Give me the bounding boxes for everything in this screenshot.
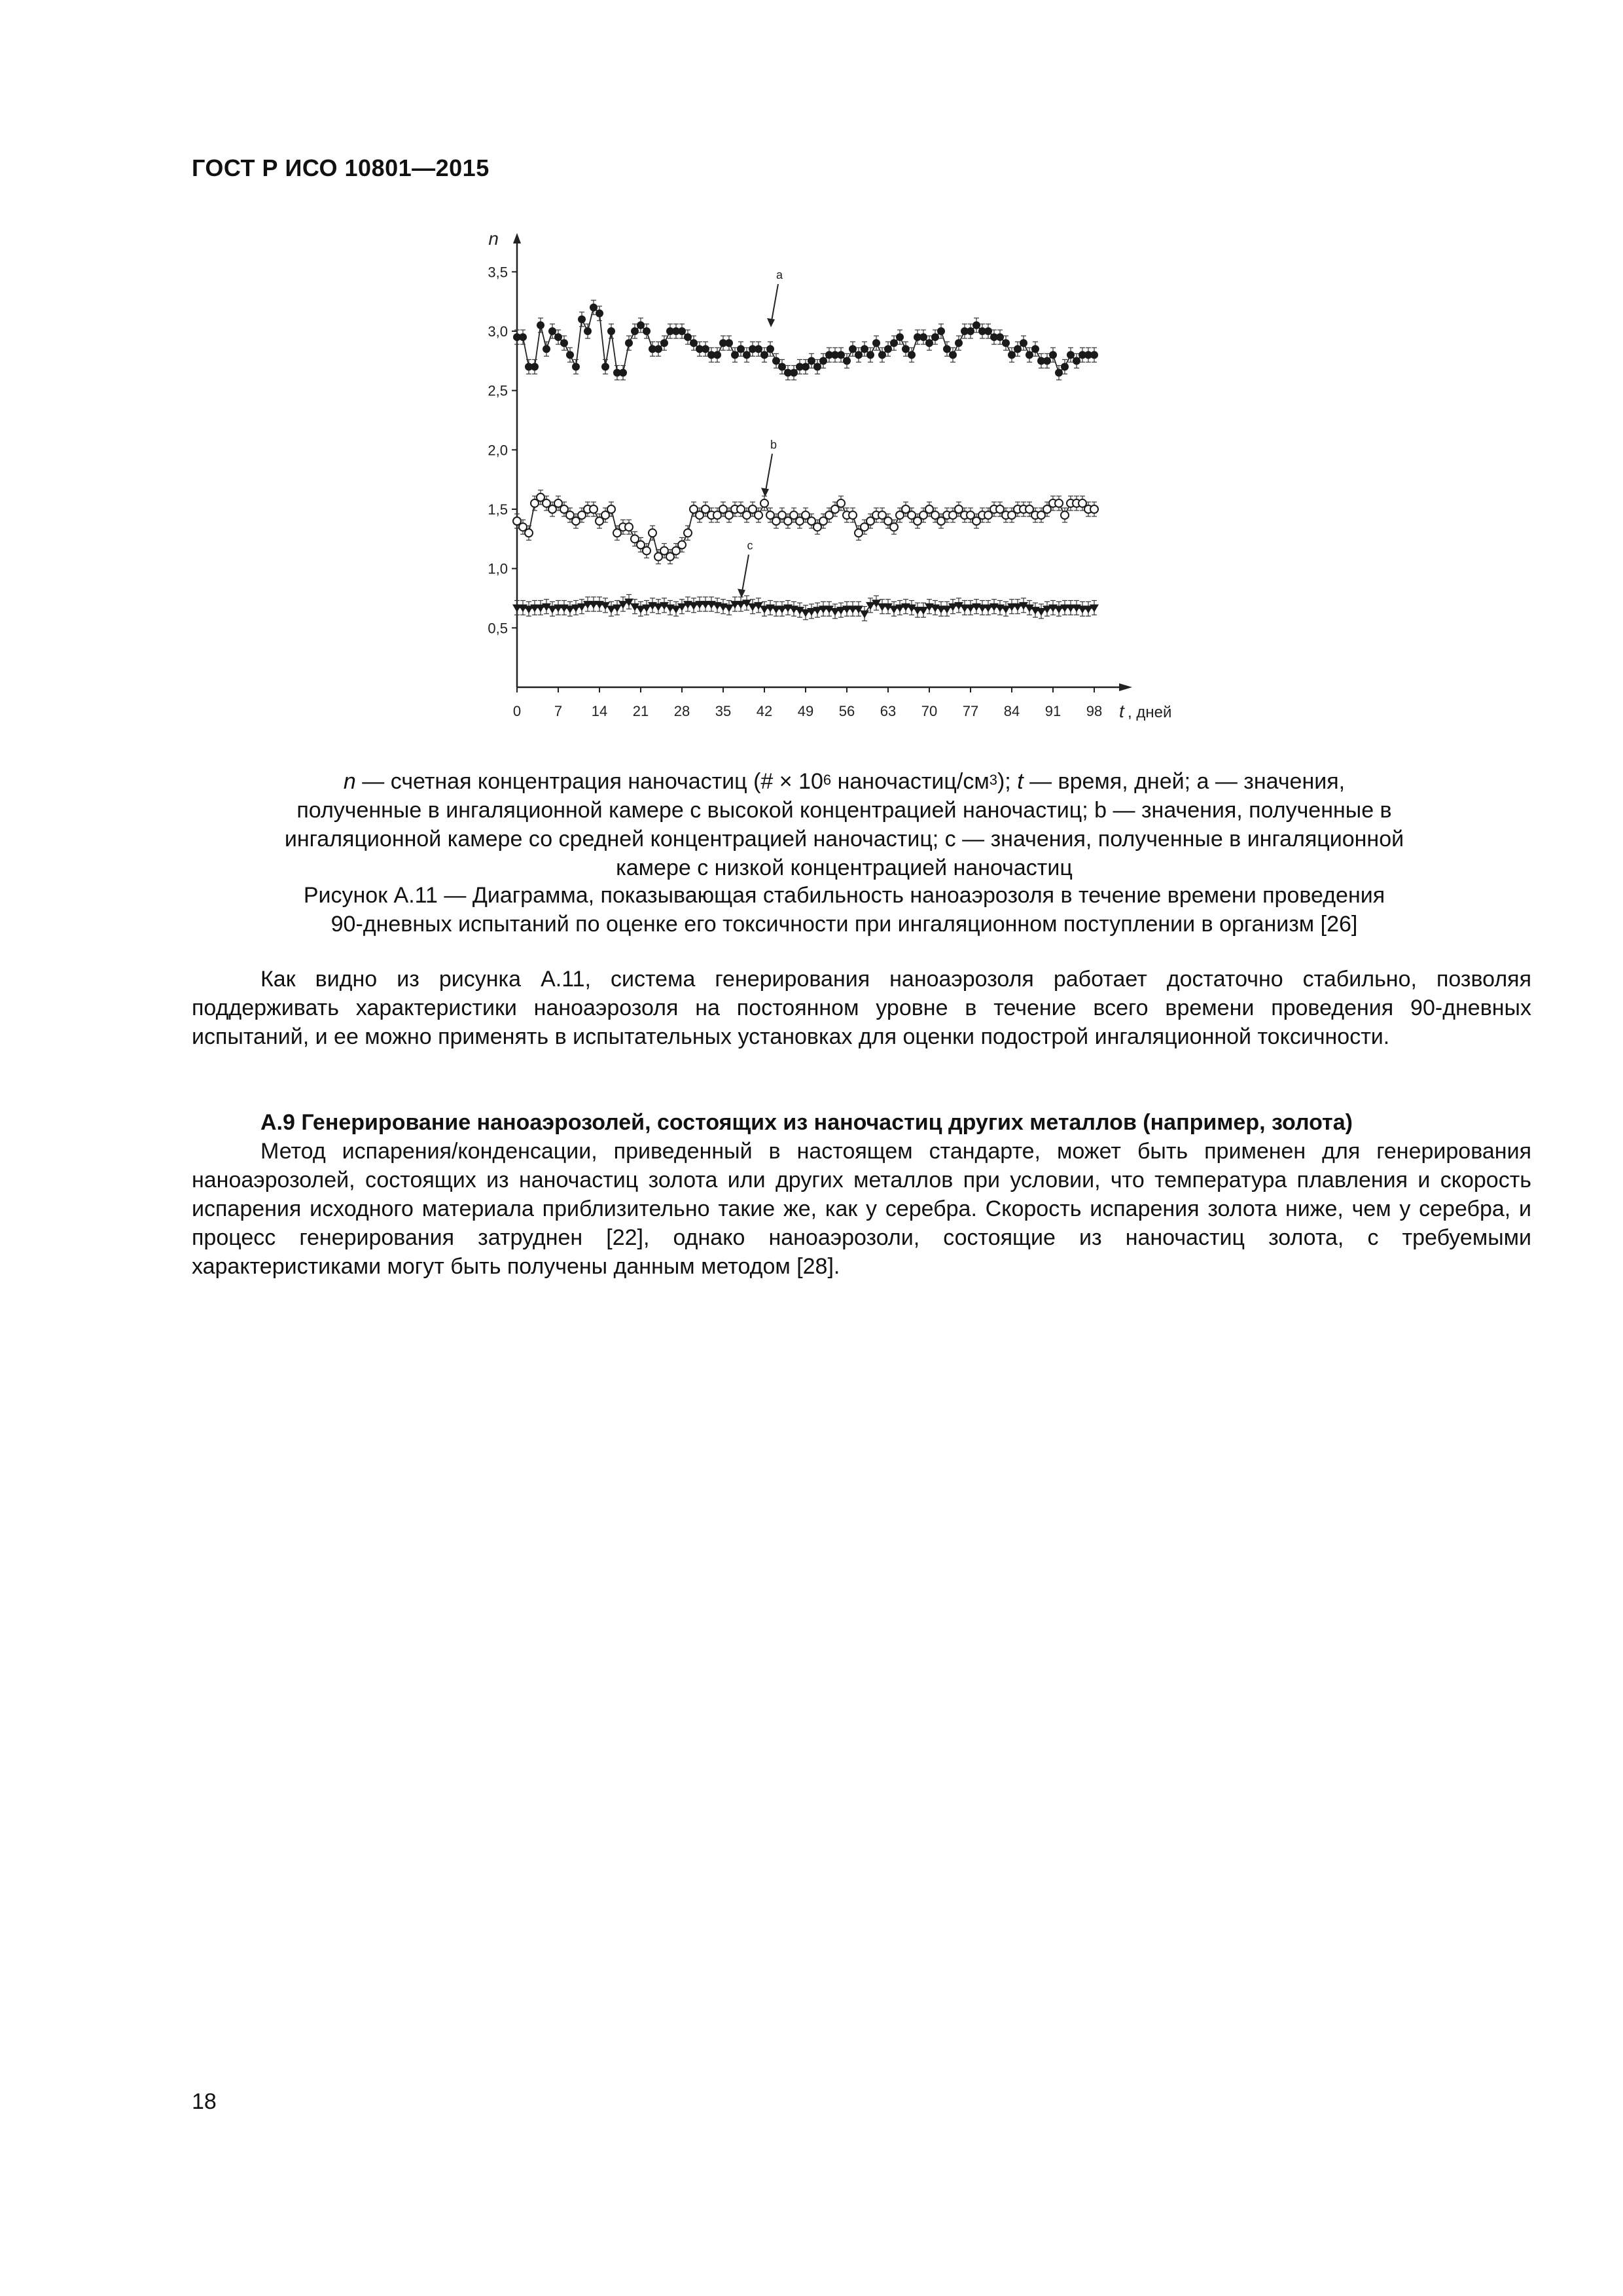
x-tick-label: 28 [673, 703, 690, 719]
figure-caption [216, 881, 1472, 939]
data-point [808, 357, 815, 365]
data-point [878, 351, 886, 359]
data-point [855, 351, 863, 359]
data-point [578, 315, 586, 323]
data-point [743, 351, 751, 359]
data-point [625, 523, 633, 531]
stability-chart [452, 223, 1211, 740]
data-point [861, 345, 868, 353]
legend-line-2: полученные в ингаляционной камере с высокой концентрацией наночастиц; b — значения, полученные в [296, 798, 1392, 823]
data-point [713, 351, 721, 359]
data-point [896, 333, 904, 341]
data-point [1043, 357, 1051, 365]
data-point [1049, 351, 1057, 359]
data-point [660, 339, 668, 347]
annotation-arrowhead [761, 488, 769, 497]
data-point [1014, 345, 1022, 353]
data-point [1037, 608, 1046, 616]
x-tick-label: 56 [838, 703, 855, 719]
caption-line-1: Рисунок А.11 — Диаграмма, показывающая стабильность наноаэрозоля в течение времени проведения [303, 883, 1385, 908]
data-point [684, 333, 692, 341]
legend-line-4: камере с низкой концентрацией наночастиц [616, 855, 1073, 880]
data-point [725, 339, 733, 347]
data-point [554, 333, 562, 341]
data-point [972, 321, 980, 329]
data-point [837, 499, 845, 507]
data-point [984, 327, 992, 335]
data-point [819, 357, 827, 365]
data-point [584, 327, 592, 335]
annotation-label: c [747, 539, 753, 552]
data-point [943, 345, 951, 353]
x-tick-label: 91 [1044, 703, 1061, 719]
data-point [619, 368, 627, 376]
paragraph-text: Как видно из рисунка А.11, система генерирования наноаэрозоля работает достаточно стабильно, позволяя поддерживать характеристики наноаэрозоля на постоянном уровне в течение всего времени проведения 90-дневных испытаний, и ее можно применять в испытательных установках для оценки подострой ингаляционной токсичности. [192, 967, 1531, 1049]
paragraph-text: Метод испарения/конденсации, приведенный в настоящем стандарте, может быть применен для генерирования наноаэрозолей, состоящих из наночастиц золота или других металлов при условии, что температура плавления и скорость испарения исходного материала приблизительно такие же, как у серебра. Скорость испарения золота ниже, чем у серебра, и процесс генерирования затруднен [22], однако наноаэрозоли, состоящие из наночастиц золота, с требуемыми характеристиками могут быть получены данным методом [28]. [192, 1139, 1531, 1279]
data-point [596, 310, 603, 317]
data-point [1031, 345, 1039, 353]
data-point [1073, 357, 1080, 365]
data-point [731, 351, 739, 359]
data-point [902, 345, 910, 353]
data-point [925, 339, 933, 347]
annotation-arrow [771, 284, 778, 325]
data-point [625, 339, 633, 347]
y-tick-label: 1,0 [488, 560, 508, 577]
data-point [860, 611, 869, 619]
data-point [1026, 351, 1033, 359]
data-point [778, 363, 786, 370]
annotation-arrowhead [767, 318, 775, 327]
data-point [955, 339, 963, 347]
legend-text: наночастиц/см [831, 769, 990, 794]
data-point [755, 511, 762, 519]
x-tick-label: 63 [880, 703, 897, 719]
legend-exponent: 6 [823, 772, 832, 788]
data-point [531, 363, 539, 370]
y-axis-label: n [488, 228, 499, 249]
data-point [843, 357, 851, 365]
x-axis-label: t [1119, 701, 1124, 721]
annotation-label: b [770, 438, 777, 452]
data-point [866, 351, 874, 359]
data-point [837, 351, 845, 359]
data-point [724, 605, 734, 613]
data-point [607, 327, 615, 335]
data-point [996, 333, 1004, 341]
data-point [566, 351, 574, 359]
data-point [537, 321, 544, 329]
data-point [643, 547, 651, 554]
data-point [572, 363, 580, 370]
legend-line-3: ингаляционной камере со средней концентрацией наночастиц; с — значения, полученные в ингаляционной [284, 827, 1404, 852]
data-point [949, 351, 957, 359]
data-point [890, 339, 898, 347]
data-point [766, 345, 774, 353]
data-point [1061, 511, 1069, 519]
data-point [601, 363, 609, 370]
paragraph-a9-body [192, 1137, 1531, 1281]
x-tick-label: 98 [1086, 703, 1103, 719]
data-point [813, 363, 821, 370]
data-point [884, 345, 892, 353]
data-point [772, 357, 780, 365]
standard-header: ГОСТ Р ИСО 10801—2015 [192, 154, 490, 181]
data-point [560, 339, 568, 347]
data-point [1061, 363, 1069, 370]
data-point [760, 499, 768, 507]
legend-text: — время, дней; а — значения, [1023, 769, 1346, 794]
data-point [678, 541, 686, 548]
annotation-arrow [765, 454, 772, 494]
legend-text: — счетная концентрация наночастиц (# × 10 [355, 769, 823, 794]
data-point [631, 327, 639, 335]
x-tick-label: 35 [715, 703, 732, 719]
data-point [548, 327, 556, 335]
x-tick-label: 84 [1003, 703, 1020, 719]
caption-line-2: 90-дневных испытаний по оценке его токсичности при ингаляционном поступлении в организм [26] [330, 912, 1358, 937]
annotation-arrow [741, 554, 749, 595]
data-point [1002, 339, 1010, 347]
y-tick-label: 2,0 [488, 442, 508, 459]
data-point [690, 339, 698, 347]
data-point [908, 351, 916, 359]
data-point [919, 333, 927, 341]
data-point [737, 345, 745, 353]
data-point [1090, 505, 1098, 513]
data-point [525, 529, 533, 537]
data-point [590, 505, 597, 513]
y-tick-label: 2,5 [488, 382, 508, 399]
data-point [649, 529, 656, 537]
data-point [849, 511, 857, 519]
data-point [519, 333, 527, 341]
paragraph-conclusion [192, 965, 1531, 1051]
data-point [1055, 499, 1063, 507]
figure-legend [216, 767, 1472, 882]
data-point [919, 607, 928, 615]
n-symbol: n [343, 769, 356, 794]
series-line [517, 497, 1094, 557]
data-point [1001, 605, 1010, 613]
data-point [671, 605, 681, 613]
data-point [543, 345, 550, 353]
data-point [654, 345, 662, 353]
x-tick-label: 49 [797, 703, 814, 719]
data-point [967, 327, 974, 335]
data-point [590, 304, 597, 312]
x-tick-label: 77 [962, 703, 979, 719]
data-point [1055, 368, 1063, 376]
data-point [866, 602, 875, 610]
y-tick-label: 3,5 [488, 264, 508, 281]
legend-text: ); [997, 769, 1018, 794]
x-tick-label: 7 [554, 703, 563, 719]
data-point [760, 351, 768, 359]
y-tick-label: 1,5 [488, 501, 508, 518]
data-point [637, 321, 645, 329]
data-point [678, 327, 686, 335]
data-point [1020, 339, 1027, 347]
data-point [872, 339, 880, 347]
y-axis-arrow [513, 233, 521, 243]
data-point [702, 345, 709, 353]
x-tick-label: 21 [632, 703, 649, 719]
x-axis-arrow [1119, 683, 1132, 691]
data-point [937, 327, 945, 335]
data-point [1008, 351, 1016, 359]
data-point [942, 605, 952, 613]
data-point [790, 368, 798, 376]
annotation-label: a [776, 268, 783, 281]
data-point [643, 327, 651, 335]
page-number: 18 [192, 2089, 217, 2114]
x-axis-unit: , дней [1128, 704, 1172, 721]
data-point [802, 363, 810, 370]
section-heading-a9: А.9 Генерирование наноаэрозолей, состоящих из наночастиц других металлов (например, золота) [260, 1110, 1353, 1135]
data-point [607, 505, 615, 513]
y-tick-label: 3,0 [488, 323, 508, 340]
x-tick-label: 70 [921, 703, 938, 719]
annotation-arrowhead [738, 588, 745, 598]
t-symbol: t [1017, 769, 1024, 794]
data-point [1090, 351, 1098, 359]
legend-exponent: 3 [989, 772, 997, 788]
figure-a11-chart [452, 223, 1211, 740]
x-tick-label: 42 [756, 703, 773, 719]
data-point [931, 333, 939, 341]
data-point [1067, 351, 1075, 359]
data-point [684, 529, 692, 537]
data-point [755, 345, 762, 353]
x-tick-label: 0 [512, 703, 522, 719]
y-tick-label: 0,5 [488, 620, 508, 637]
x-tick-label: 14 [591, 703, 608, 719]
data-point [890, 523, 898, 531]
legend-line-1 [216, 767, 1472, 796]
data-point [849, 345, 857, 353]
